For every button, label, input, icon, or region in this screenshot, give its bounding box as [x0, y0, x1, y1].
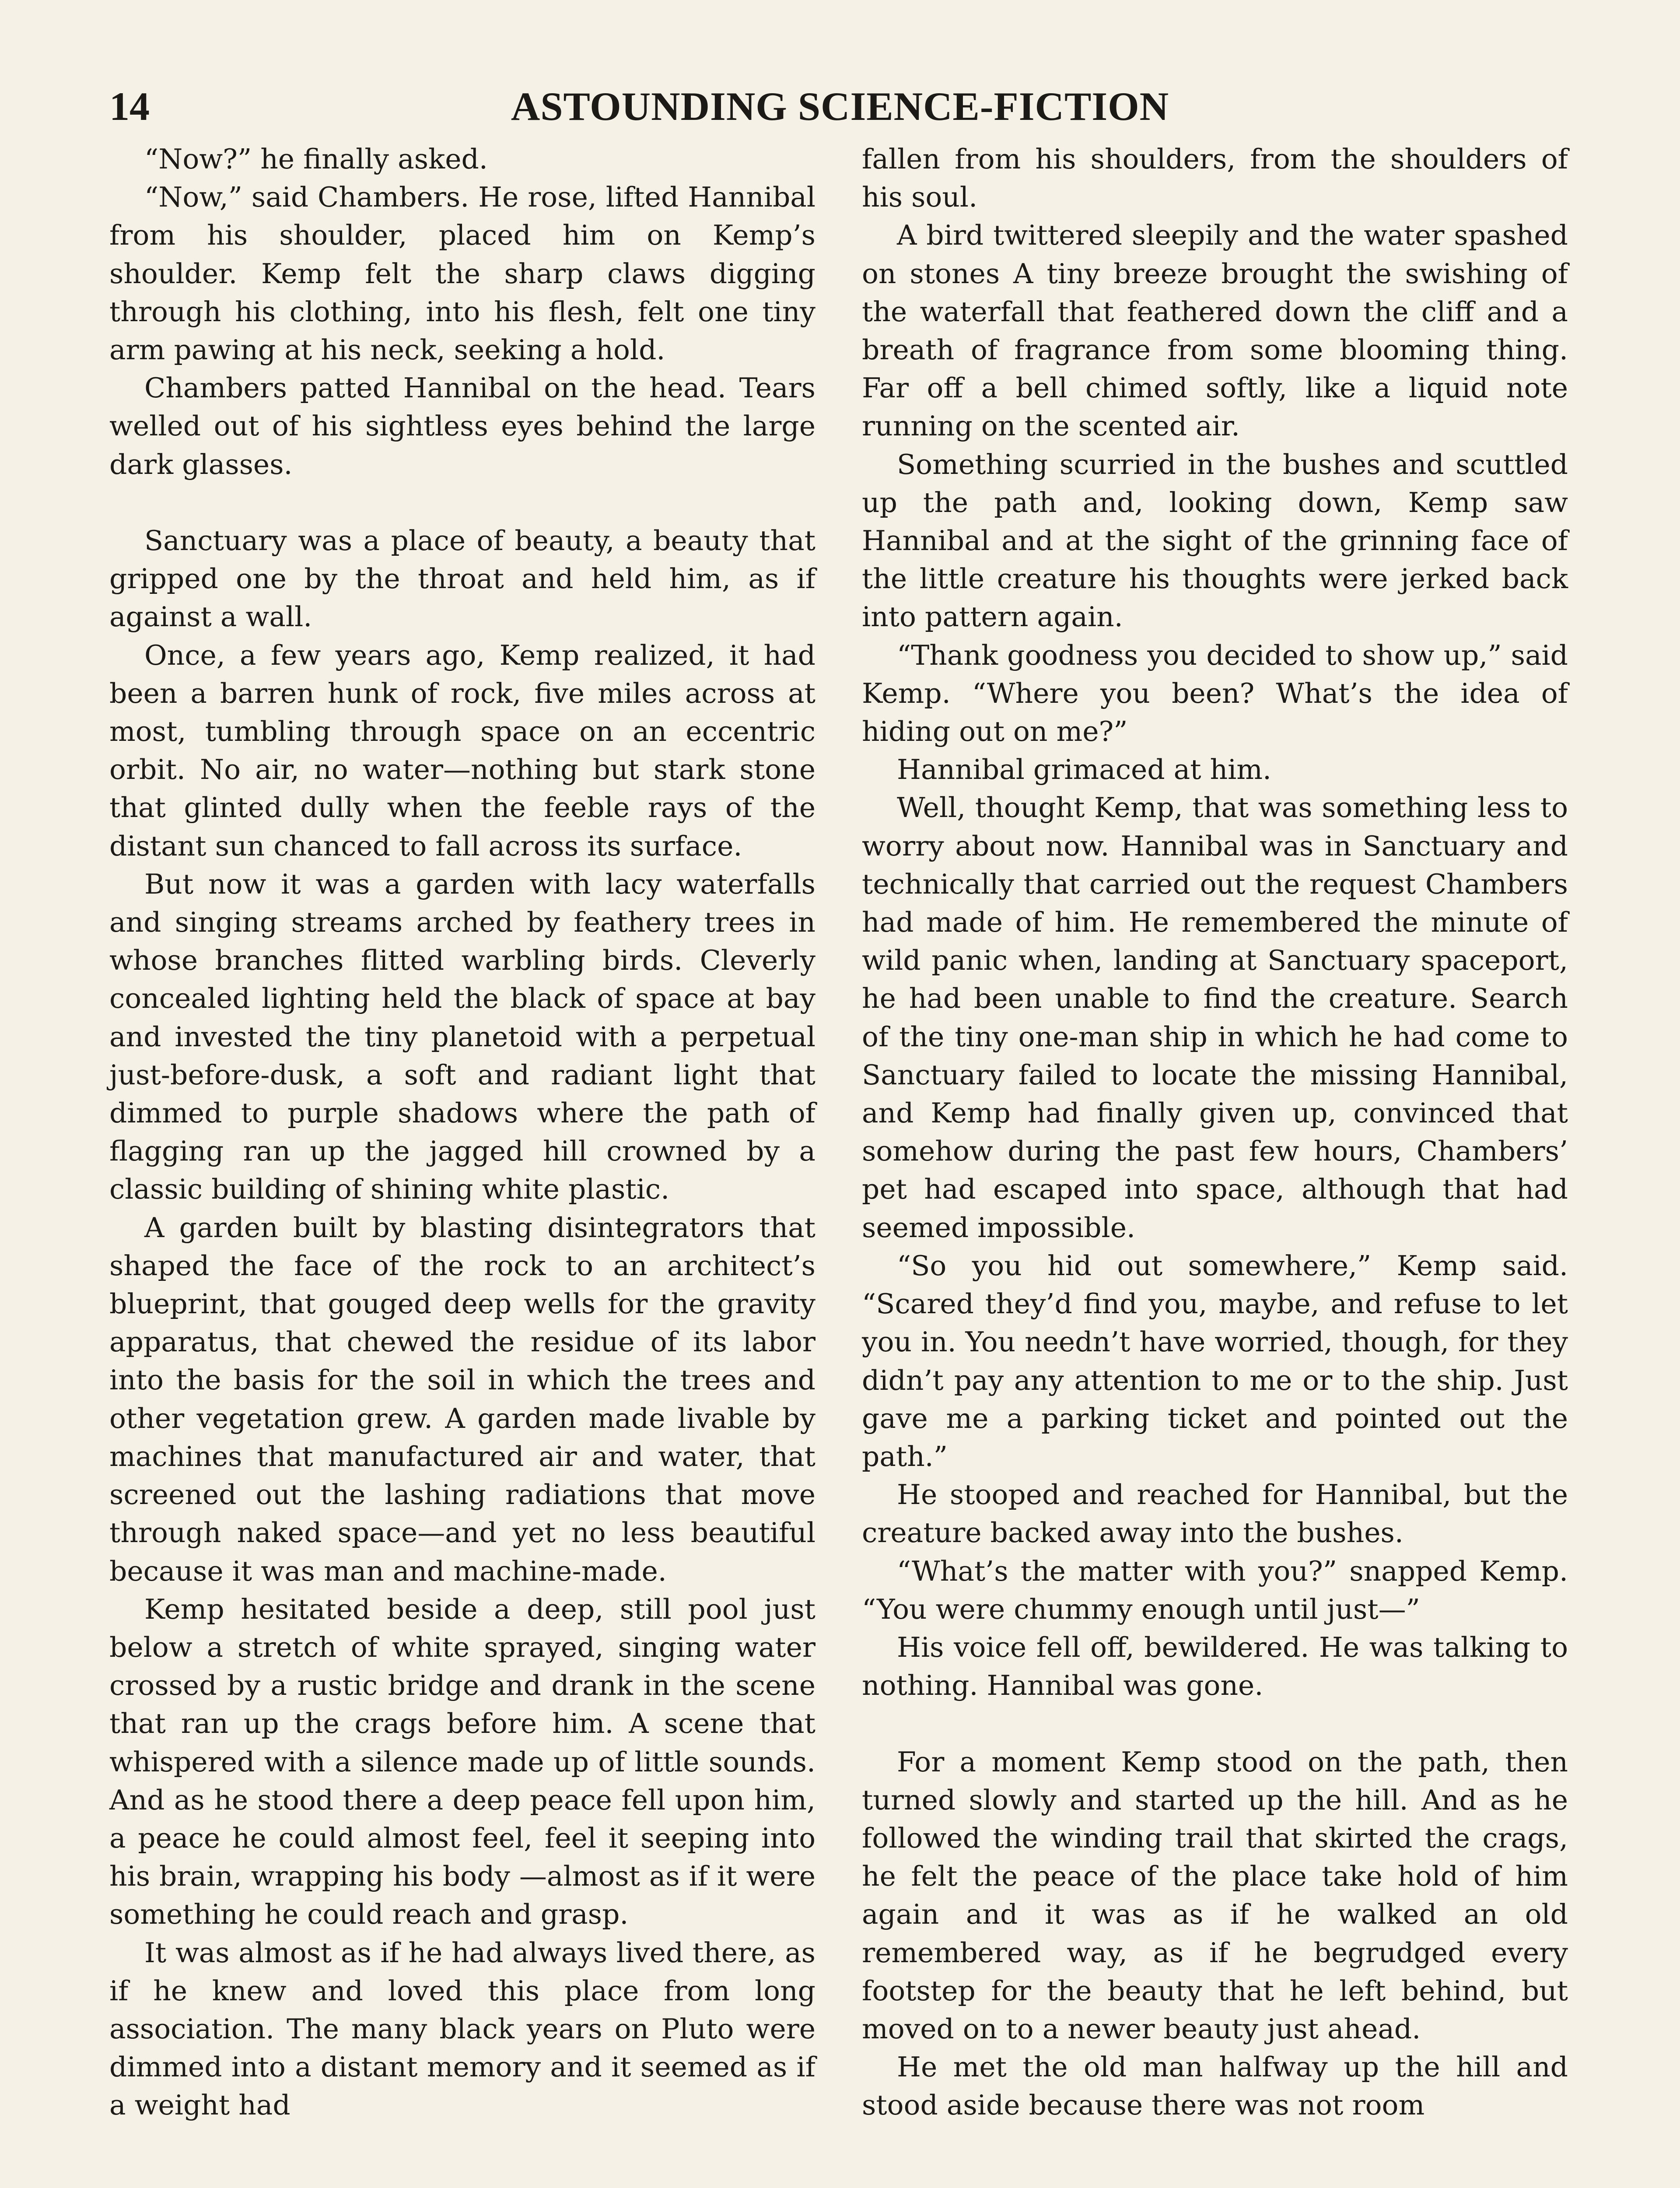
- body-paragraph: Something scurried in the bushes and scuttled up the path and, looking down, Kemp saw Hannibal and at the sight of the grinning face of the little creature his thoughts were jerked back into pattern again.: [862, 448, 1568, 633]
- body-paragraph: He stooped and reached for Hannibal, but the creature backed away into the bushes.: [862, 1479, 1568, 1549]
- section-break: [109, 484, 816, 522]
- body-paragraph: “Now?” he finally asked.: [144, 143, 488, 175]
- section-break: [862, 1704, 1568, 1743]
- body-paragraph: “Now,” said Chambers. He rose, lifted Hannibal from his shoulder, placed him on Kemp’s shoulder. Kemp felt the sharp claws digging through his clothing, into his flesh, felt one tiny arm pawing at his neck, seeking a hold.: [109, 181, 816, 366]
- body-paragraph: Once, a few years ago, Kemp realized, it had been a barren hunk of rock, five miles across at most, tumbling through space on an eccentric orbit. No air, no water—nothing but stark stone that glinted dully when the feeble rays of the distant sun chanced to fall across its surface.: [109, 639, 816, 862]
- body-paragraph: For a moment Kemp stood on the path, then turned slowly and started up the hill. And as he followed the winding trail that skirted the crags, he felt the peace of the place take hold of him again and it was as if he walked an old remembered way, as if he begrudged every footstep for the beauty that he left behind, but moved on to a newer beauty just ahead.: [862, 1746, 1568, 2045]
- body-paragraph: Sanctuary was a place of beauty, a beauty that gripped one by the throat and held him, as if against a wall.: [109, 525, 816, 633]
- body-paragraph: “Thank goodness you decided to show up,” said Kemp. “Where you been? What’s the idea of hiding out on me?”: [862, 639, 1568, 748]
- body-paragraph: Chambers patted Hannibal on the head. Tears welled out of his sightless eyes behind the large dark glasses.: [109, 372, 816, 480]
- body-paragraph: fallen from his shoulders, from the shoulders of his soul.: [862, 143, 1568, 214]
- running-head-title: ASTOUNDING SCIENCE-FICTION: [511, 84, 1169, 129]
- body-paragraph: His voice fell off, bewildered. He was talking to nothing. Hannibal was gone.: [862, 1631, 1568, 1702]
- page-number: 14: [109, 84, 150, 129]
- body-paragraph: Kemp hesitated beside a deep, still pool just below a stretch of white sprayed, singing water crossed by a rustic bridge and drank in the scene that ran up the crags before him. A scene that whispered with a silence made up of little sounds. And as he stood there a deep peace fell upon him, a peace he could almost feel, feel it seeping into his brain, wrapping his body —almost as if it were something he could reach and grasp.: [109, 1593, 816, 1931]
- page-header: [109, 78, 1571, 135]
- body-paragraph: A garden built by blasting disintegrators that shaped the face of the rock to an architect’s blueprint, that gouged deep wells for the gravity apparatus, that chewed the residue of its labor into the basis for the soil in which the trees and other vegetation grew. A garden made livable by machines that manufactured air and water, that screened out the lashing radiations that move through naked space—and yet no less beautiful because it was man and machine-made.: [109, 1211, 816, 1587]
- body-paragraph: Hannibal grimaced at him.: [897, 754, 1272, 786]
- body-paragraph: “What’s the matter with you?” snapped Kemp. “You were chummy enough until just—”: [862, 1555, 1568, 1625]
- body-paragraph: “So you hid out somewhere,” Kemp said. “Scared they’d find you, maybe, and refuse to let you in. You needn’t have worried, though, for they didn’t pay any attention to me or to the ship. Just gave me a parking ticket and pointed out the path.”: [862, 1249, 1568, 1473]
- body-paragraph: He met the old man halfway up the hill and stood aside because there was not room: [862, 2051, 1568, 2121]
- body-paragraph: A bird twittered sleepily and the water spashed on stones A tiny breeze brought the swishing of the waterfall that feathered down the cliff and a breath of fragrance from some blooming thing. Far off a bell chimed softly, like a liquid note running on the scented air.: [862, 219, 1568, 442]
- right-text-column: [862, 140, 1568, 2125]
- body-paragraph: It was almost as if he had always lived there, as if he knew and loved this place from long association. The many black years on Pluto were dimmed into a distant memory and it seemed as if a weight had: [109, 1936, 816, 2121]
- body-paragraph: Well, thought Kemp, that was something less to worry about now. Hannibal was in Sanctuary and technically that carried out the request Chambers had made of him. He remembered the minute of wild panic when, landing at Sanctuary spaceport, he had been unable to find the creature. Search of the tiny one-man ship in which he had come to Sanctuary failed to locate the missing Hannibal, and Kemp had finally given up, convinced that somehow during the past few hours, Chambers’ pet had escaped into space, although that had seemed impossible.: [862, 792, 1568, 1244]
- left-text-column: [109, 140, 816, 2125]
- body-paragraph: But now it was a garden with lacy waterfalls and singing streams arched by feathery trees in whose branches flitted warbling birds. Cleverly concealed lighting held the black of space at bay and invested the tiny planetoid with a perpetual just-before-dusk, a soft and radiant light that dimmed to purple shadows where the path of flagging ran up the jagged hill crowned by a classic building of shining white plastic.: [109, 868, 816, 1206]
